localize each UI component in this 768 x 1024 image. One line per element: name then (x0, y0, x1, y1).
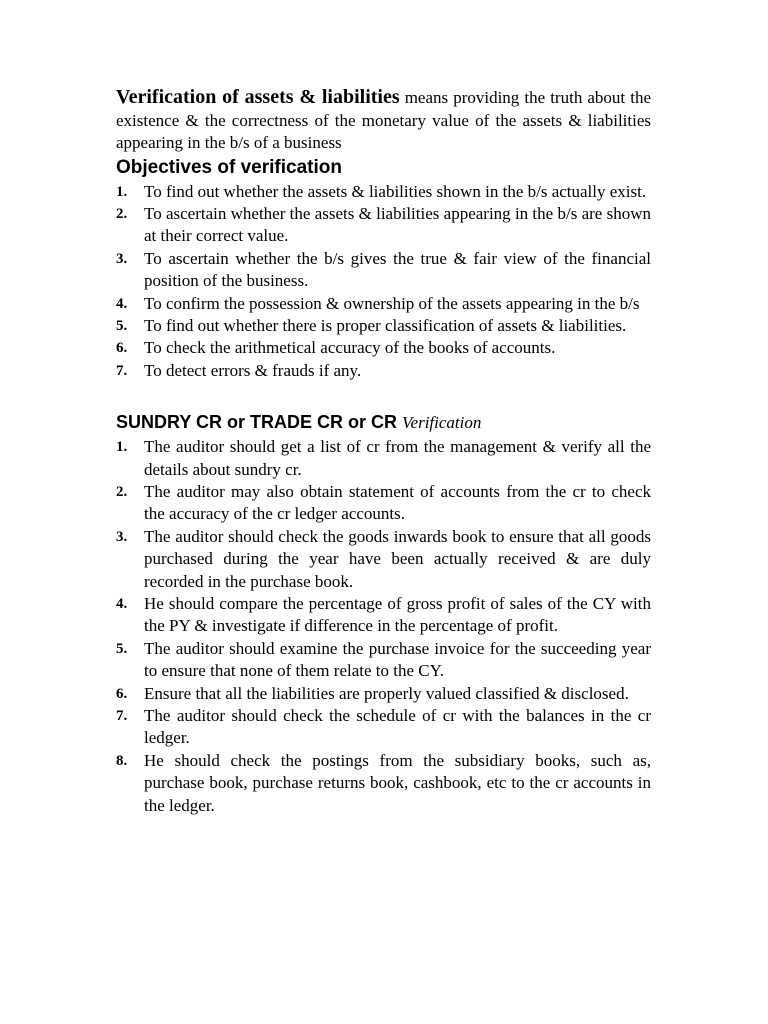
item-text: The auditor should check the goods inwards book to ensure that all goods purchased during the year have been actually received & are duly recorded in the purchase book. (144, 526, 651, 591)
list-item (116, 638, 651, 683)
item-text: The auditor should examine the purchase invoice for the succeeding year to ensure that none of them relate to the CY. (144, 638, 651, 681)
list-item (116, 360, 651, 382)
item-text: To check the arithmetical accuracy of the books of accounts. (144, 338, 556, 358)
item-number: 2. (116, 205, 128, 222)
item-number: 5. (116, 640, 128, 657)
list-item (116, 436, 651, 481)
item-number: 6. (116, 685, 128, 702)
list-item (116, 203, 651, 248)
item-text: He should check the postings from the subsidiary books, such as, purchase book, purchase returns book, cashbook, etc to the cr accounts in the ledger. (144, 750, 651, 815)
item-text: He should compare the percentage of gross profit of sales of the CY with the PY & investigate if difference in the percentage of profit. (144, 594, 651, 636)
list-item (116, 248, 651, 293)
list-item (116, 593, 651, 638)
item-number: 1. (116, 183, 128, 200)
sundry-creditors-list (116, 436, 651, 817)
objectives-list (116, 181, 651, 383)
objectives-heading: Objectives of verification (116, 156, 342, 178)
item-text: To find out whether the assets & liabilities shown in the b/s actually exist. (144, 181, 647, 201)
item-number: 4. (116, 295, 128, 312)
item-number: 3. (116, 528, 128, 545)
list-item (116, 315, 651, 337)
list-item (116, 181, 651, 203)
item-number: 2. (116, 483, 128, 500)
intro-lead-term: Verification of assets & liabilities (116, 86, 400, 108)
item-number: 7. (116, 708, 128, 725)
item-text: To detect errors & frauds if any. (144, 360, 362, 380)
sundry-heading-sub: Verification (402, 413, 482, 433)
list-item (116, 705, 651, 750)
list-item (116, 683, 651, 705)
item-number: 6. (116, 340, 128, 357)
item-text: Ensure that all the liabilities are properly valued classified & disclosed. (144, 683, 629, 703)
item-text: The auditor should check the schedule of cr with the balances in the cr ledger. (144, 706, 651, 748)
item-text: The auditor should get a list of cr from the management & verify all the details about sundry cr. (144, 437, 651, 479)
list-item (116, 481, 651, 526)
sundry-creditors-heading (116, 409, 651, 436)
item-text: To ascertain whether the b/s gives the true & fair view of the financial position of the business. (144, 248, 651, 291)
item-text: To confirm the possession & ownership of the assets appearing in the b/s (144, 293, 640, 313)
intro-paragraph (116, 86, 651, 155)
item-text: The auditor may also obtain statement of accounts from the cr to check the accuracy of the cr ledger accounts. (144, 481, 651, 524)
item-number: 4. (116, 596, 128, 612)
sundry-heading-main: SUNDRY CR or TRADE CR or CR (116, 412, 398, 433)
item-number: 1. (116, 439, 128, 456)
intro-definition: means providing the truth about the existence & the correctness of the monetary value of the assets & liabilities appearing in the b/s of a business (116, 88, 651, 152)
list-item (116, 750, 651, 817)
item-number: 3. (116, 250, 128, 267)
list-item (116, 293, 651, 315)
item-number: 8. (116, 752, 128, 769)
item-text: To find out whether there is proper classification of assets & liabilities. (144, 315, 627, 335)
item-number: 7. (116, 362, 128, 379)
item-text: To ascertain whether the assets & liabilities appearing in the b/s are shown at their correct value. (144, 203, 651, 246)
item-number: 5. (116, 317, 128, 334)
list-item (116, 526, 651, 593)
list-item (116, 337, 651, 359)
document-page (116, 86, 651, 817)
